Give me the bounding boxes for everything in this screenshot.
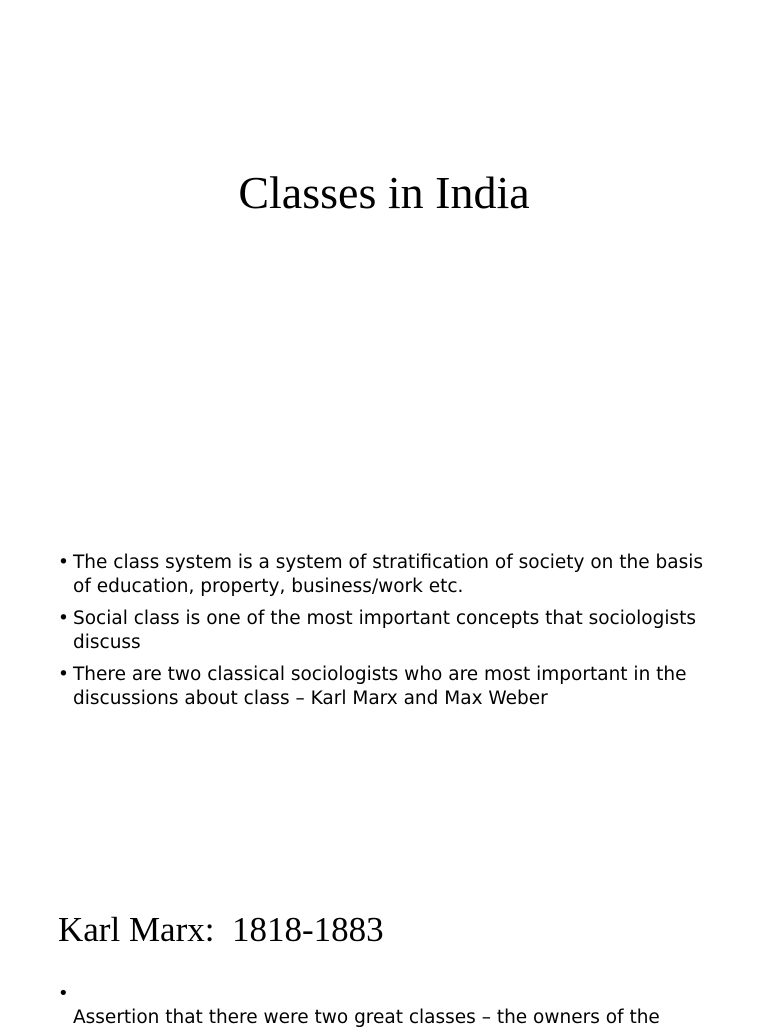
list-item-text: The class system is a system of stratification of society on the basis of education, property, business/work etc. [73, 552, 704, 597]
list-item [58, 663, 718, 711]
list-item-text: There are two classical sociologists who are most important in the discussions about class – Karl Marx and Max Weber [73, 664, 687, 709]
bullet-marker: • [58, 664, 69, 685]
bullet-marker: • [58, 552, 69, 573]
partial-bullet-text: Assertion that there were two great classes – the owners of the [73, 1007, 660, 1028]
bullet-marker: • [58, 983, 69, 1004]
list-item-text: Social class is one of the most important concepts that sociologists discuss [73, 608, 697, 653]
section-heading: Karl Marx: 1818-1883 [58, 910, 384, 949]
bullet-marker: • [58, 608, 69, 629]
list-item [58, 607, 718, 655]
slide-title: Classes in India [238, 167, 530, 218]
bullet-list [58, 551, 718, 719]
list-item [58, 551, 718, 599]
